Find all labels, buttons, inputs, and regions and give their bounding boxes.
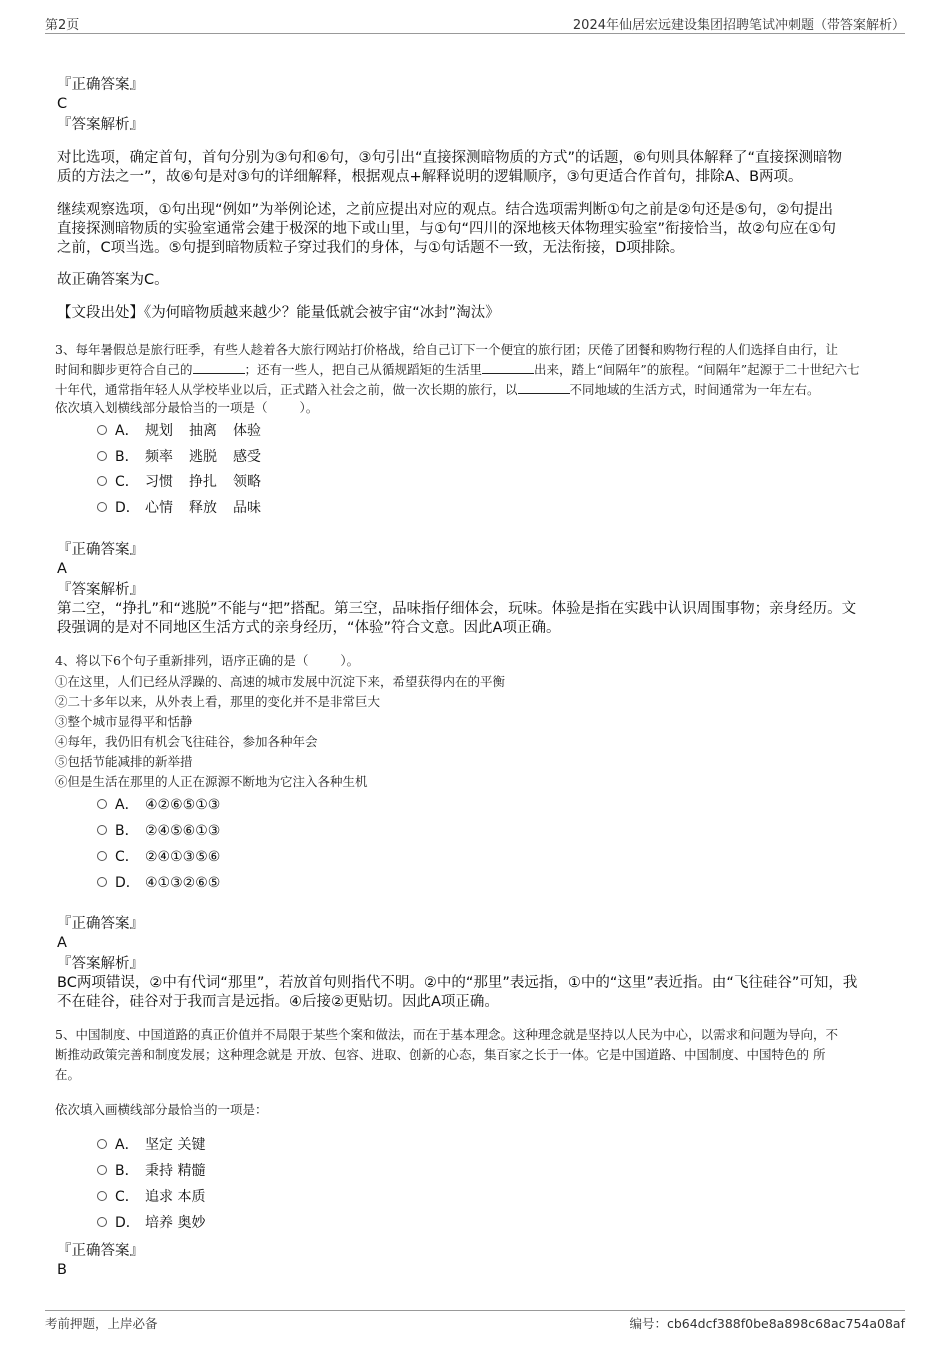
q4-analysis-l2: 不在硅谷，硅谷对于我而言是远指。④后接②更贴切。因此A项正确。 xyxy=(57,994,499,1010)
option-word: 抽离 xyxy=(189,423,217,439)
q3-analysis-l2: 段强调的是对不同地区生活方式的亲身经历，“体验”符合文意。因此A项正确。 xyxy=(57,620,561,636)
q2-conclusion: 故正确答案为C。 xyxy=(57,272,169,288)
q5-stem-l2: 断推动政策完善和制度发展；这种理念就是 开放、包容、进取、创新的心态，集百家之长于一体。它是中国道路、中国制度、中国特色的 所 xyxy=(55,1047,826,1062)
q5-option-c[interactable] xyxy=(97,1187,205,1207)
option-letter: C． xyxy=(115,849,139,865)
q5-option-b[interactable] xyxy=(97,1161,205,1181)
option-letter: B． xyxy=(115,1163,139,1179)
q3-stem-l2c: 出来，踏上“间隔年”的旅程。“间隔年”起源于二十世纪六七 xyxy=(534,362,860,377)
q5-stem-l3: 在。 xyxy=(55,1067,81,1082)
q5-option-a[interactable] xyxy=(97,1135,205,1155)
q2-analysis-p1-l2: 质的方法之一”，故⑥句是对③句的详细解释，根据观点+解释说明的逻辑顺序，③句更适合作首句，排除A、B两项。 xyxy=(57,169,803,185)
q3-stem-l2a: 时间和脚步更符合自己的 xyxy=(55,362,193,377)
q2-analysis-p2-l3: 之前，C项当选。⑤句提到暗物质粒子穿过我们的身体，与①句话题不一致，无法衔接，D项排除。 xyxy=(57,240,685,256)
q2-source: 【文段出处】《为何暗物质越来越少？能量低就会被宇宙“冰封”淘汰》 xyxy=(57,305,500,321)
q3-stem-l2b: ；还有一些人，把自己从循规蹈矩的生活里 xyxy=(244,362,483,377)
q3-analysis-heading: 『答案解析』 xyxy=(57,582,144,598)
option-word: 心情 xyxy=(145,500,173,516)
q3-analysis-l1: 第二空，“挣扎”和“逃脱”不能与“把”搭配。第三空，品味指仔细体会，玩味。体验是指在实践中认识周围事物；亲身经历。文 xyxy=(57,601,857,617)
option-letter: D． xyxy=(115,500,140,516)
q3-stem-l3b: 不同地域的生活方式，时间通常为一年左右。 xyxy=(569,382,820,397)
q4-analysis-heading: 『答案解析』 xyxy=(57,956,144,972)
q4-sentence-6: ⑥但是生活在那里的人正在源源不断地为它注入各种生机 xyxy=(55,774,368,789)
option-word: 品味 xyxy=(233,500,261,516)
q4-sentence-4: ④每年，我仍旧有机会飞往硅谷，参加各种年会 xyxy=(55,734,318,749)
q2-answer-heading: 『正确答案』 xyxy=(57,77,144,93)
q4-stem-b: ）。 xyxy=(340,653,360,668)
q4-sentence-1: ①在这里，人们已经从浮躁的、高速的城市发展中沉淀下来，希望获得内在的平衡 xyxy=(55,674,506,689)
option-word: 释放 xyxy=(189,500,217,516)
page-number-label: 第2页 xyxy=(45,18,80,33)
q3-option-c[interactable] xyxy=(97,472,277,492)
q3-option-a[interactable] xyxy=(97,421,277,441)
q5-answer: B xyxy=(57,1262,67,1278)
option-text: ④②⑥⑤①③ xyxy=(145,797,221,813)
q4-stem-a: 4、将以下6个句子重新排列，语序正确的是（ xyxy=(55,653,309,668)
q2-analysis-p2-l1: 继续观察选项，①句出现“例如”为举例论述，之前应提出对应的观点。结合选项需判断①句之前是②句还是⑤句，②句提出 xyxy=(57,202,834,218)
option-word: 频率 xyxy=(145,449,173,465)
q4-stem xyxy=(55,651,359,671)
option-letter: A． xyxy=(115,1137,139,1153)
q3-option-b[interactable] xyxy=(97,447,277,467)
option-letter: C． xyxy=(115,474,139,490)
option-letter: B． xyxy=(115,823,139,839)
q4-answer: A xyxy=(57,935,67,951)
q4-answer-heading: 『正确答案』 xyxy=(57,916,144,932)
radio-icon[interactable] xyxy=(97,425,107,435)
q4-option-c[interactable] xyxy=(97,847,220,867)
q4-sentence-5: ⑤包括节能减排的新举措 xyxy=(55,754,193,769)
option-word: 逃脱 xyxy=(189,449,217,465)
radio-icon[interactable] xyxy=(97,825,107,835)
footer-document-id: 编号：cb64dcf388f0be8a898c68ac754a08af xyxy=(629,1316,905,1331)
radio-icon[interactable] xyxy=(97,1191,107,1201)
radio-icon[interactable] xyxy=(97,851,107,861)
option-word: 体验 xyxy=(233,423,261,439)
footer-rule xyxy=(45,1310,905,1311)
option-text: 追求 本质 xyxy=(145,1189,206,1205)
q5-instruction: 依次填入画横线部分最恰当的一项是： xyxy=(55,1102,268,1117)
option-text: ④①③②⑥⑤ xyxy=(145,875,221,891)
radio-icon[interactable] xyxy=(97,476,107,486)
q3-blank-2 xyxy=(482,360,534,374)
option-letter: A． xyxy=(115,423,139,439)
q4-sentence-2: ②二十多年以来，从外表上看，那里的变化并不是非常巨大 xyxy=(55,694,381,709)
option-letter: B． xyxy=(115,449,139,465)
q4-analysis-l1: BC两项错误，②中有代词“那里”，若放首句则指代不明。②中的“那里”表远指，①中的“这里”表近指。由“飞往硅谷”可知，我 xyxy=(57,975,858,991)
q3-answer-heading: 『正确答案』 xyxy=(57,542,144,558)
q2-analysis-p2-l2: 直接探测暗物质的实验室通常会建于极深的地下或山里，与①句“四川的深地核天体物理实验室”衔接恰当，故②句应在①句 xyxy=(57,221,837,237)
option-word: 感受 xyxy=(233,449,261,465)
q2-analysis-p1-l1: 对比选项，确定首句，首句分别为③句和⑥句，③句引出“直接探测暗物质的方式”的话题，⑥句则具体解释了“直接探测暗物 xyxy=(57,150,843,166)
q2-answer: C xyxy=(57,96,68,112)
q4-option-a[interactable] xyxy=(97,795,220,815)
q3-stem-l1: 3、每年暑假总是旅行旺季，有些人趁着各大旅行网站打价格战，给自己订下一个便宜的旅行团；厌倦了团餐和购物行程的人们选择自由行，让 xyxy=(55,342,838,357)
q3-stem-l3 xyxy=(55,380,820,400)
q3-instruction xyxy=(55,398,318,418)
radio-icon[interactable] xyxy=(97,799,107,809)
q3-answer: A xyxy=(57,561,67,577)
option-letter: C． xyxy=(115,1189,139,1205)
q5-answer-heading: 『正确答案』 xyxy=(57,1243,144,1259)
q4-option-b[interactable] xyxy=(97,821,220,841)
footer-slogan: 考前押题，上岸必备 xyxy=(45,1316,158,1331)
q3-stem-l3a: 十年代，通常指年轻人从学校毕业以后，正式踏入社会之前，做一次长期的旅行，以 xyxy=(55,382,518,397)
q3-stem-l2 xyxy=(55,360,860,380)
radio-icon[interactable] xyxy=(97,1217,107,1227)
option-letter: D． xyxy=(115,875,140,891)
option-letter: A． xyxy=(115,797,139,813)
option-text: 秉持 精髓 xyxy=(145,1163,206,1179)
q4-option-d[interactable] xyxy=(97,873,220,893)
q5-option-d[interactable] xyxy=(97,1213,205,1233)
q3-option-d[interactable] xyxy=(97,498,277,518)
option-word: 规划 xyxy=(145,423,173,439)
q3-instruction-b: ）。 xyxy=(299,400,319,415)
q2-analysis-heading: 『答案解析』 xyxy=(57,117,144,133)
radio-icon[interactable] xyxy=(97,451,107,461)
q5-stem-l1: 5、中国制度、中国道路的真正价值并不局限于某些个案和做法，而在于基本理念。这种理念就是坚持以人民为中心，以需求和问题为导向，不 xyxy=(55,1027,838,1042)
option-text: ②④⑤⑥①③ xyxy=(145,823,221,839)
q3-blank-1 xyxy=(193,360,245,374)
q4-sentence-3: ③整个城市显得平和恬静 xyxy=(55,714,193,729)
option-word: 挣扎 xyxy=(189,474,217,490)
radio-icon[interactable] xyxy=(97,1165,107,1175)
option-text: ②④①③⑤⑥ xyxy=(145,849,221,865)
q3-blank-3 xyxy=(518,380,570,394)
radio-icon[interactable] xyxy=(97,502,107,512)
q3-instruction-a: 依次填入划横线部分最恰当的一项是（ xyxy=(55,400,268,415)
radio-icon[interactable] xyxy=(97,1139,107,1149)
option-text: 培养 奥妙 xyxy=(145,1215,206,1231)
radio-icon[interactable] xyxy=(97,877,107,887)
option-letter: D． xyxy=(115,1215,140,1231)
document-title: 2024年仙居宏远建设集团招聘笔试冲刺题（带答案解析） xyxy=(572,18,905,33)
header-rule xyxy=(45,33,905,34)
option-text: 坚定 关键 xyxy=(145,1137,206,1153)
option-word: 领略 xyxy=(233,474,261,490)
option-word: 习惯 xyxy=(145,474,173,490)
